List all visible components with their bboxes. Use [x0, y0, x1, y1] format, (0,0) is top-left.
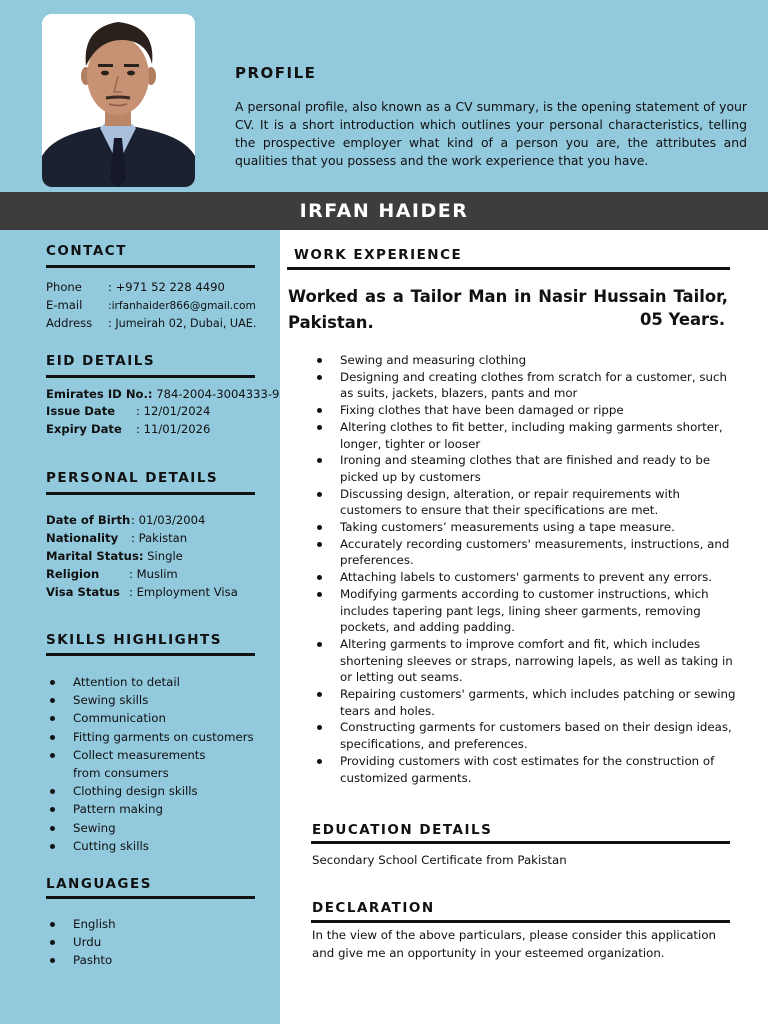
eid-issue: [46, 402, 210, 420]
list-item: Urdu: [46, 933, 261, 951]
dob-label: Date of Birth: [46, 513, 131, 527]
list-item: Constructing garments for customers based on their design ideas, specifications, and preferences.: [312, 719, 744, 752]
contact-rule: [46, 265, 255, 268]
expiry-label: Expiry Date: [46, 422, 122, 436]
header-band: [0, 0, 768, 192]
work-heading: WORK EXPERIENCE: [294, 247, 463, 263]
education-heading: EDUCATION DETAILS: [312, 822, 493, 838]
languages-list: [46, 915, 261, 970]
personal-heading: PERSONAL DETAILS: [46, 470, 219, 486]
skills-rule: [46, 653, 255, 656]
list-item: Sewing skills: [46, 691, 261, 709]
list-item: Pattern making: [46, 800, 261, 818]
marital-label: Marital Status:: [46, 549, 144, 563]
nationality-row: [46, 529, 187, 547]
skills-heading: SKILLS HIGHLIGHTS: [46, 632, 222, 648]
nationality-label: Nationality: [46, 531, 119, 545]
list-item: Modifying garments according to customer instructions, which includes tapering pant legs, lining sheer garments, removing pockets, and adding padding.: [312, 586, 744, 636]
list-item: Sewing and measuring clothing: [312, 352, 744, 369]
phone-label: Phone: [46, 280, 82, 294]
list-item: Altering garments to improve comfort and fit, which includes shortening sleeves or straps, narrowing lapels, as well as taking in or letting out seams.: [312, 636, 744, 686]
email-value: :irfanhaider866@gmail.com: [108, 300, 256, 312]
email-label: E-mail: [46, 298, 83, 312]
contact-email: [46, 296, 256, 315]
languages-heading: LANGUAGES: [46, 876, 152, 892]
education-text: Secondary School Certificate from Pakistan: [312, 853, 567, 867]
languages-rule: [46, 896, 255, 899]
eid-expiry: [46, 420, 210, 438]
list-item: Taking customers’ measurements using a tape measure.: [312, 519, 744, 536]
profile-summary: A personal profile, also known as a CV summary, is the opening statement of your CV. It is a short introduction which outlines your personal characteristics, telling the prospective employer what kind of a person you are, the attributes and qualities that you possess and the work experience that you have.: [235, 99, 747, 168]
sidebar: [0, 230, 280, 1024]
list-item: Accurately recording customers' measurements, instructions, and preferences.: [312, 536, 744, 569]
declaration-heading: DECLARATION: [312, 900, 435, 916]
list-item: Fitting garments on customers: [46, 728, 261, 746]
contact-heading: CONTACT: [46, 243, 127, 259]
list-item: Fixing clothes that have been damaged or rippe: [312, 402, 744, 419]
work-rule: [287, 267, 730, 270]
contact-address: [46, 314, 256, 333]
duties-list: [312, 352, 744, 786]
declaration-rule: [311, 920, 730, 923]
list-item: Collect measurements from consumers: [46, 746, 261, 782]
contact-phone: [46, 278, 225, 296]
eid-heading: EID DETAILS: [46, 353, 156, 369]
address-value: : Jumeirah 02, Dubai, UAE.: [108, 317, 257, 330]
profile-heading: PROFILE: [235, 64, 317, 82]
phone-value: : +971 52 228 4490: [108, 280, 225, 294]
list-item: English: [46, 915, 261, 933]
visa-row: [46, 583, 238, 601]
issue-label: Issue Date: [46, 404, 116, 418]
eid-number-value: 784-2004-3004333-9: [152, 387, 280, 401]
list-item: Communication: [46, 709, 261, 727]
religion-label: Religion: [46, 567, 100, 581]
skills-list: [46, 673, 261, 855]
profile-photo: [42, 14, 195, 187]
list-item: Repairing customers' garments, which includes patching or sewing tears and holes.: [312, 686, 744, 719]
list-item: Pashto: [46, 951, 261, 969]
job-title: Worked as a Tailor Man in Nasir Hussain Tailor, Pakistan.: [288, 287, 728, 332]
expiry-value: : 11/01/2026: [136, 422, 211, 436]
name-banner: IRFAN HAIDER: [0, 192, 768, 230]
education-rule: [311, 841, 730, 844]
job-duration: 05 Years.: [640, 310, 726, 329]
eid-rule: [46, 375, 255, 378]
eid-number: [46, 385, 279, 403]
list-item: Attention to detail: [46, 673, 261, 691]
religion-value: : Muslim: [129, 567, 178, 581]
list-item: Providing customers with cost estimates for the construction of customized garments.: [312, 753, 744, 786]
list-item: Sewing: [46, 819, 261, 837]
list-item: Ironing and steaming clothes that are finished and ready to be picked up by customers: [312, 452, 744, 485]
marital-row: [46, 547, 183, 565]
list-item: Cutting skills: [46, 837, 261, 855]
dob-value: : 01/03/2004: [131, 513, 206, 527]
list-item: Attaching labels to customers' garments to prevent any errors.: [312, 569, 744, 586]
religion-row: [46, 565, 178, 583]
declaration-text: In the view of the above particulars, please consider this application and give me an opportunity in your esteemed organization.: [312, 928, 717, 960]
eid-number-label: Emirates ID No.:: [46, 387, 153, 401]
personal-rule: [46, 492, 255, 495]
list-item: Discussing design, alteration, or repair requirements with customers to ensure that their specifications are met.: [312, 486, 744, 519]
marital-value: Single: [143, 549, 183, 563]
visa-value: : Employment Visa: [129, 585, 238, 599]
nationality-value: : Pakistan: [131, 531, 188, 545]
list-item: Altering clothes to fit better, including making garments shorter, longer, tighter or looser: [312, 419, 744, 452]
list-item: Clothing design skills: [46, 782, 261, 800]
list-item: Designing and creating clothes from scratch for a customer, such as suits, jackets, blazers, pants and mor: [312, 369, 744, 402]
dob-row: [46, 511, 205, 529]
address-label: Address: [46, 316, 93, 330]
visa-label: Visa Status: [46, 585, 120, 599]
issue-value: : 12/01/2024: [136, 404, 211, 418]
